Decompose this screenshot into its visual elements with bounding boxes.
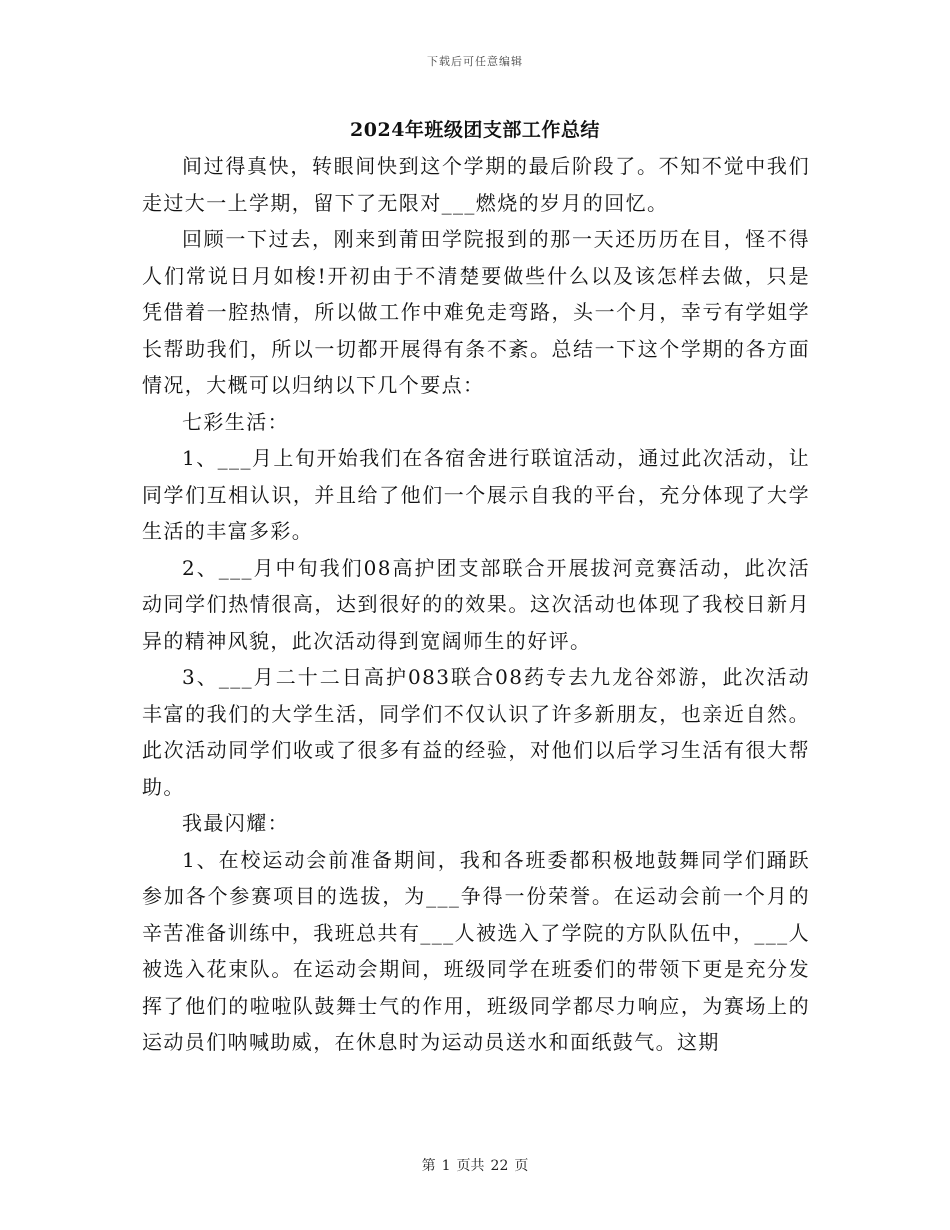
footer-prefix: 第 [421,1158,436,1174]
current-page-number: 1 [441,1158,451,1174]
paragraph-item-1: 1、___月上旬开始我们在各宿舍进行联谊活动，通过此次活动，让同学们互相认识，并且给了他们一个展示自我的平台，充分体现了大学生活的丰富多彩。 [142,446,810,543]
document-title: 2024年班级团支部工作总结 [350,119,600,141]
paragraph-intro: 间过得真快，转眼间快到这个学期的最后阶段了。不知不觉中我们走过大一上学期，留下了无限对___燃烧的岁月的回忆。 [142,154,810,215]
footer-middle: 页共 [456,1158,485,1174]
header-note: 下载后可任意编辑 [427,55,523,68]
section-heading-shining: 我最闪耀： [182,811,289,835]
page-footer [0,1155,950,1175]
paragraph-sports-meet: 1、在校运动会前准备期间，我和各班委都积极地鼓舞同学们踊跃参加各个参赛项目的选拔，为___争得一份荣誉。在运动会前一个月的辛苦准备训练中，我班总共有___人被选入了学院的方队队伍中，___人被选入花束队。在运动会期间，班级同学在班委们的带领下更是充分发挥了他们的啦啦队鼓舞士气的作用，班级同学都尽力响应，为赛场上的运动员们呐喊助威，在休息时为运动员送水和面纸鼓气。这期 [142,847,810,1054]
section-heading-colorful-life: 七彩生活： [182,409,289,434]
paragraph-item-2: 2、___月中旬我们08高护团支部联合开展拔河竞赛活动，此次活动同学们热情很高，达到很好的的效果。这次活动也体现了我校日新月异的精神风貌，此次活动得到宽阔师生的好评。 [142,555,810,653]
paragraph-review: 回顾一下过去，刚来到莆田学院报到的那一天还历历在目，怪不得人们常说日月如梭!开初由于不清楚要做些什么以及该怎样去做，只是凭借着一腔热情，所以做工作中难免走弯路，头一个月，幸亏有学姐学长帮助我们，所以一切都开展得有条不紊。总结一下这个学期的各方面情况，大概可以归纳以下几个要点： [142,227,810,397]
total-pages-number: 22 [490,1158,509,1174]
document-body [142,148,810,1061]
paragraph-item-3: 3、___月二十二日高护083联合08药专去九龙谷郊游，此次活动丰富的我们的大学生活，同学们不仅认识了许多新朋友，也亲近自然。此次活动同学们收或了很多有益的经验，对他们以后学习生活有很大帮助。 [142,665,810,799]
footer-suffix: 页 [514,1158,529,1174]
